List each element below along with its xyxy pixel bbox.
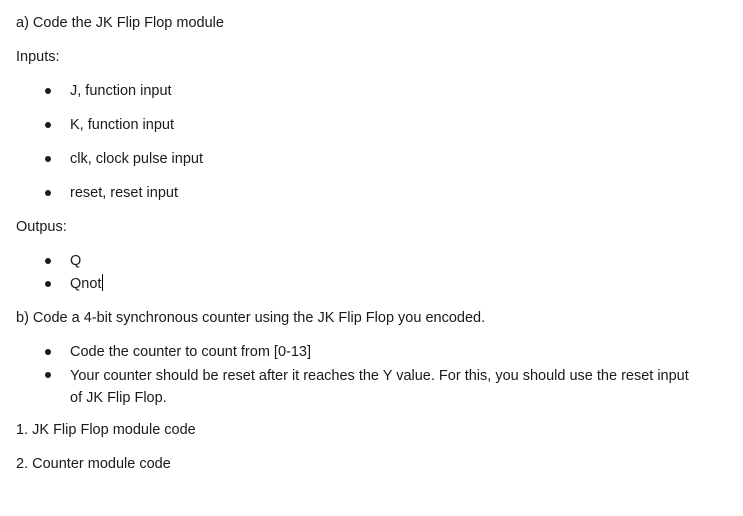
output-item-q: Q — [70, 253, 82, 269]
section-a-title: a) Code the JK Flip Flop module — [16, 15, 224, 31]
counter-bullet-reset: Your counter should be reset after it reaches the Y value. For this, you should use the reset input of JK Flip Flop. — [70, 365, 690, 409]
deliverable-counter-module: 2. Counter module code — [16, 456, 171, 472]
counter-bullet-count-range: Code the counter to count from [0-13] — [70, 344, 311, 360]
input-item-k: K, function input — [70, 117, 174, 133]
input-item-j: J, function input — [70, 83, 172, 99]
input-item-reset: reset, reset input — [70, 185, 178, 201]
outputs-heading: Outpus: — [16, 219, 67, 235]
output-item-qnot — [70, 274, 103, 294]
deliverable-jk-module: 1. JK Flip Flop module code — [16, 422, 196, 438]
inputs-heading: Inputs: — [16, 49, 60, 65]
section-b-title: b) Code a 4-bit synchronous counter using the JK Flip Flop you encoded. — [16, 310, 486, 326]
input-item-clk: clk, clock pulse input — [70, 151, 203, 167]
text-cursor — [102, 274, 103, 291]
output-item-qnot-text: Qnot — [70, 276, 102, 292]
